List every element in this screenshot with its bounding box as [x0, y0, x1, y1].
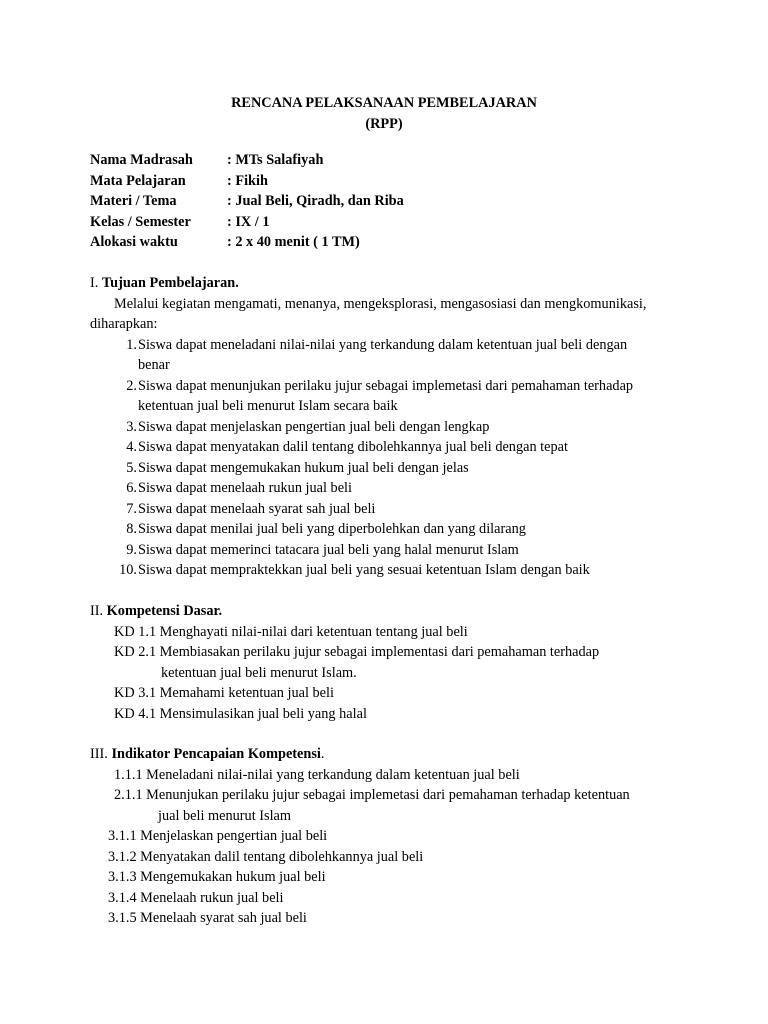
section-title-suffix: .	[320, 746, 325, 762]
indicator-item: 3.1.5 Menelaah syarat sah jual beli	[108, 910, 307, 926]
section-heading	[90, 744, 690, 765]
info-value: : IX / 1	[227, 213, 270, 230]
document-subtitle: (RPP)	[365, 116, 403, 132]
list-text: Siswa dapat menyatakan dalil tentang dibolehkannya jual beli dengan tepat	[138, 439, 568, 455]
info-value: : 2 x 40 menit ( 1 TM)	[227, 234, 360, 251]
list-item	[90, 540, 690, 561]
info-value: : Fikih	[227, 172, 268, 189]
list-number: 9.	[126, 541, 137, 558]
section-title: Indikator Pencapaian Kompetensi	[111, 746, 321, 762]
indicator-item: 2.1.1 Menunjukan perilaku jujur sebagai implemetasi dari pemahaman terhadap ketentuan	[114, 787, 630, 803]
list-item	[90, 437, 690, 458]
section-heading	[90, 273, 690, 294]
list-text: Siswa dapat meneladani nilai-nilai yang terkandung dalam ketentuan jual beli dengan	[138, 336, 628, 353]
list-number: 4.	[126, 439, 137, 455]
list-item	[90, 478, 690, 499]
indicator-item: 1.1.1 Meneladani nilai-nilai yang terkandung dalam ketentuan jual beli	[114, 766, 520, 783]
section-title: Tujuan Pembelajaran.	[101, 275, 239, 291]
kd-item: KD 1.1 Menghayati nilai-nilai dari ketentuan tentang jual beli	[114, 623, 468, 640]
info-label: Kelas / Semester	[90, 213, 191, 230]
list-number: 6.	[126, 480, 137, 496]
list-text: Siswa dapat memerinci tatacara jual beli yang halal menurut Islam	[138, 541, 519, 558]
list-number: 3.	[126, 418, 137, 435]
info-value: : MTs Salafiyah	[227, 152, 324, 168]
section-heading	[90, 601, 690, 622]
list-item	[90, 376, 690, 417]
list-item	[90, 560, 690, 581]
section-title: Kompetensi Dasar.	[106, 603, 223, 619]
list-item	[90, 519, 690, 540]
list-item	[90, 458, 690, 479]
list-number: 10.	[119, 562, 137, 578]
info-label: Materi / Tema	[90, 193, 177, 210]
list-number: 2.	[126, 377, 137, 394]
list-number: 1.	[126, 336, 137, 353]
list-text: Siswa dapat menelaah syarat sah jual beli	[138, 500, 376, 517]
list-text: Siswa dapat mempraktekkan jual beli yang sesuai ketentuan Islam dengan baik	[138, 562, 590, 578]
list-item	[90, 335, 690, 376]
list-text: Siswa dapat mengemukakan hukum jual beli dengan jelas	[138, 459, 469, 476]
section-kompetensi-dasar	[90, 601, 690, 724]
kd-item: KD 3.1 Memahami ketentuan jual beli	[114, 685, 334, 701]
list-text: Siswa dapat menilai jual beli yang diperbolehkan dan yang dilarang	[138, 521, 526, 537]
list-text-cont: benar	[138, 357, 170, 373]
section-indikator	[90, 744, 690, 929]
list-number: 7.	[126, 500, 137, 517]
section-number: II.	[90, 603, 107, 619]
kd-item: KD 4.1 Mensimulasikan jual beli yang halal	[114, 705, 367, 722]
info-label: Alokasi waktu	[90, 234, 178, 251]
list-item	[90, 499, 690, 520]
indicator-item: 3.1.3 Mengemukakan hukum jual beli	[108, 869, 326, 885]
info-value: : Jual Beli, Qiradh, dan Riba	[227, 193, 404, 210]
indicator-item: 3.1.2 Menyatakan dalil tentang dibolehkannya jual beli	[108, 848, 424, 865]
list-text: Siswa dapat menunjukan perilaku jujur sebagai implemetasi dari pemahaman terhadap	[138, 377, 634, 394]
list-text-cont: ketentuan jual beli menurut Islam secara baik	[138, 398, 398, 414]
info-label: Mata Pelajaran	[90, 172, 186, 189]
list-text: Siswa dapat menelaah rukun jual beli	[138, 480, 352, 496]
indicator-item: 3.1.4 Menelaah rukun jual beli	[108, 889, 284, 906]
section-number: I.	[90, 275, 102, 291]
document-title: RENCANA PELAKSANAAN PEMBELAJARAN	[231, 95, 537, 111]
kd-item-cont: ketentuan jual beli menurut Islam.	[161, 664, 357, 681]
section-tujuan-pembelajaran	[90, 273, 690, 581]
list-number: 8.	[126, 521, 137, 537]
section-intro-cont: diharapkan:	[90, 316, 158, 332]
info-label: Nama Madrasah	[90, 152, 193, 168]
indicator-item-cont: jual beli menurut Islam	[158, 807, 292, 824]
indicator-item: 3.1.1 Menjelaskan pengertian jual beli	[108, 828, 328, 844]
section-intro: Melalui kegiatan mengamati, menanya, mengeksplorasi, mengasosiasi dan mengkomunikasi,	[114, 295, 647, 312]
list-text: Siswa dapat menjelaskan pengertian jual beli dengan lengkap	[138, 418, 490, 435]
list-item	[90, 417, 690, 438]
kd-item: KD 2.1 Membiasakan perilaku jujur sebagai implementasi dari pemahaman terhadap	[114, 644, 600, 660]
section-number: III.	[90, 746, 112, 762]
list-number: 5.	[126, 459, 137, 476]
